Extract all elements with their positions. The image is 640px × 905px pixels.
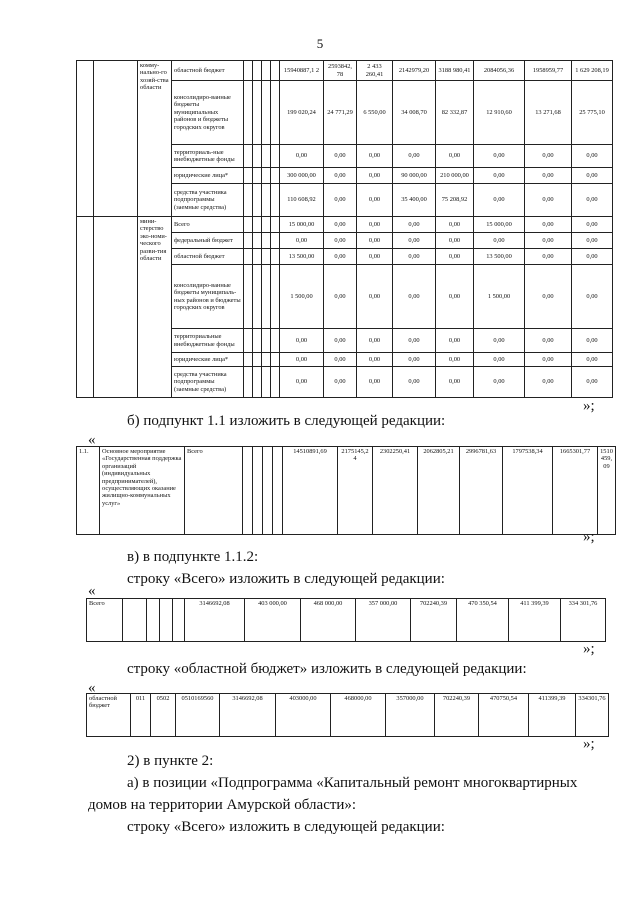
value-cell: 210 000,00 — [436, 168, 474, 184]
value-cell: 0,00 — [474, 367, 525, 398]
value-cell: 0,00 — [324, 184, 357, 217]
funding-source-label: консолидиро-ванные бюджеты муниципаль-ных районов и бюджеты городских округов — [172, 265, 244, 329]
value-cell: 24 771,29 — [324, 81, 357, 145]
value-cell: 0,00 — [572, 249, 613, 265]
value-cell: 3146692,08 — [185, 599, 245, 642]
value-cell: 0,00 — [357, 168, 393, 184]
value-cell: 0,00 — [572, 265, 613, 329]
budget-table-continuation — [76, 60, 613, 398]
value-cell: 0,00 — [280, 233, 324, 249]
paragraph-b: б) подпункт 1.1 изложить в следующей редакции: — [127, 413, 446, 429]
value-cell: 14510891,69 — [283, 447, 338, 535]
value-cell: 0,00 — [324, 367, 357, 398]
paragraph-v2: строку «Всего» изложить в следующей редакции: — [127, 571, 445, 587]
value-cell: 6 550,00 — [357, 81, 393, 145]
value-cell: 0,00 — [572, 367, 613, 398]
value-cell: 0,00 — [525, 168, 572, 184]
value-cell: 0,00 — [525, 265, 572, 329]
value-cell: 0,00 — [572, 168, 613, 184]
value-cell: 2996781,63 — [460, 447, 503, 535]
value-cell: 0,00 — [436, 329, 474, 353]
executor-name: мини-стерство эко-номи-ческого разви-тия области — [138, 217, 172, 398]
value-cell: 0,00 — [474, 233, 525, 249]
value-cell: 0,00 — [393, 233, 436, 249]
row-regional-budget-table — [86, 693, 609, 737]
value-cell: 0,00 — [436, 217, 474, 233]
opening-quote-3: « — [88, 583, 96, 599]
value-cell: 468 000,00 — [301, 599, 356, 642]
value-cell: 1 500,00 — [474, 265, 525, 329]
value-cell: 0,00 — [436, 145, 474, 168]
value-cell: 0,00 — [525, 217, 572, 233]
value-cell: 35 400,00 — [393, 184, 436, 217]
value-cell: 15 000,00 — [280, 217, 324, 233]
value-cell: 0,00 — [572, 184, 613, 217]
row-label: Всего — [185, 447, 243, 535]
funding-source-label: консолидиро-ванные бюджеты муниципальных районов и бюджеты городских округов — [172, 81, 244, 145]
value-cell: 0,00 — [357, 184, 393, 217]
value-cell: 0,00 — [572, 217, 613, 233]
value-cell: 0,00 — [525, 184, 572, 217]
value-cell: 0,00 — [324, 233, 357, 249]
measure-name: Основное мероприятие «Государственная поддержка организаций (индивидуальных предпринимателей), осуществляющих оказание жилищно-коммунальных услуг» — [100, 447, 185, 535]
value-cell: 0,00 — [324, 249, 357, 265]
value-cell: 0,00 — [525, 249, 572, 265]
value-cell: 0,00 — [436, 367, 474, 398]
funding-source-label: юридические лица* — [172, 168, 244, 184]
value-cell: 357000,00 — [386, 694, 435, 737]
value-cell: 2142979,20 — [393, 61, 436, 81]
value-cell: 0,00 — [324, 265, 357, 329]
paragraph-v: в) в подпункте 1.1.2: — [127, 549, 259, 565]
funding-source-label: федеральный бюджет — [172, 233, 244, 249]
value-cell: 12 910,60 — [474, 81, 525, 145]
value-cell: 1 629 208,19 — [572, 61, 613, 81]
value-cell: 0,00 — [324, 145, 357, 168]
paragraph-2a: а) в позиции «Подпрограмма «Капитальный ремонт многоквартирных — [127, 775, 578, 791]
value-cell: 470 350,54 — [457, 599, 509, 642]
funding-source-label: средства участника подпрограммы (заемные средства) — [172, 184, 244, 217]
value-cell: 2175145,24 — [338, 447, 373, 535]
value-cell: 0,00 — [393, 145, 436, 168]
value-cell: 0,00 — [280, 353, 324, 367]
value-cell: 0,00 — [474, 168, 525, 184]
value-cell: 1665301,77 — [553, 447, 598, 535]
funding-source-label: территориальные внебюджетные фонды — [172, 329, 244, 353]
funding-source-label: Всего — [172, 217, 244, 233]
value-cell: 0,00 — [280, 367, 324, 398]
closing-quote-1: »; — [583, 398, 595, 414]
value-cell: 334301,76 — [576, 694, 609, 737]
value-cell: 0,00 — [572, 353, 613, 367]
value-cell: 1797538,34 — [503, 447, 553, 535]
value-cell: 2302250,41 — [373, 447, 418, 535]
value-cell: 403000,00 — [276, 694, 331, 737]
value-cell: 0,00 — [324, 168, 357, 184]
row-total-table — [86, 598, 606, 642]
code-cell: 0502 — [151, 694, 176, 737]
value-cell: 2062805,21 — [418, 447, 460, 535]
subitem-1-1-table — [76, 446, 616, 535]
value-cell: 15940887,1 2 — [280, 61, 324, 81]
value-cell: 0,00 — [357, 217, 393, 233]
value-cell: 0,00 — [324, 217, 357, 233]
value-cell: 2 433 260,41 — [357, 61, 393, 81]
value-cell: 0,00 — [357, 249, 393, 265]
value-cell: 0,00 — [474, 353, 525, 367]
value-cell: 0,00 — [525, 353, 572, 367]
value-cell: 334 301,76 — [561, 599, 606, 642]
item-number: 1.1. — [77, 447, 100, 535]
closing-quote-2: »; — [583, 529, 595, 545]
page-number: 5 — [316, 36, 324, 51]
funding-source-label: территориаль-ные внебюджетные фонды — [172, 145, 244, 168]
value-cell: 357 000,00 — [356, 599, 411, 642]
value-cell: 0,00 — [393, 353, 436, 367]
value-cell: 0,00 — [393, 329, 436, 353]
value-cell: 411 399,39 — [509, 599, 561, 642]
value-cell: 0,00 — [436, 265, 474, 329]
value-cell: 0,00 — [525, 367, 572, 398]
executor-name: комму-нально-го хозяй-ства области — [138, 61, 172, 217]
paragraph-v3: строку «областной бюджет» изложить в следующей редакции: — [127, 661, 527, 677]
value-cell: 1958959,77 — [525, 61, 572, 81]
value-cell: 0,00 — [324, 329, 357, 353]
value-cell: 0,00 — [357, 367, 393, 398]
value-cell: 0,00 — [393, 249, 436, 265]
value-cell: 0,00 — [572, 145, 613, 168]
value-cell: 0,00 — [474, 145, 525, 168]
value-cell: 199 020,24 — [280, 81, 324, 145]
value-cell: 0,00 — [474, 329, 525, 353]
row-label: Всего — [87, 599, 123, 642]
value-cell: 82 332,87 — [436, 81, 474, 145]
value-cell: 3146692,08 — [220, 694, 276, 737]
value-cell: 2084056,36 — [474, 61, 525, 81]
value-cell: 13 500,00 — [280, 249, 324, 265]
value-cell: 0,00 — [474, 184, 525, 217]
value-cell: 403 000,00 — [245, 599, 301, 642]
value-cell: 0,00 — [393, 217, 436, 233]
value-cell: 90 000,00 — [393, 168, 436, 184]
value-cell: 0,00 — [436, 233, 474, 249]
value-cell: 15 000,00 — [474, 217, 525, 233]
value-cell: 2593842, 78 — [324, 61, 357, 81]
code-cell: 0510169560 — [176, 694, 220, 737]
value-cell: 0,00 — [357, 233, 393, 249]
value-cell: 13 500,00 — [474, 249, 525, 265]
value-cell: 0,00 — [357, 265, 393, 329]
value-cell: 470750,54 — [479, 694, 529, 737]
value-cell: 0,00 — [393, 367, 436, 398]
opening-quote-4: « — [88, 680, 96, 696]
opening-quote-2: « — [88, 432, 96, 448]
value-cell: 0,00 — [280, 145, 324, 168]
value-cell: 702240,39 — [435, 694, 479, 737]
value-cell: 0,00 — [393, 265, 436, 329]
value-cell: 3188 980,41 — [436, 61, 474, 81]
value-cell: 0,00 — [357, 329, 393, 353]
value-cell: 411399,39 — [529, 694, 576, 737]
value-cell: 468000,00 — [331, 694, 386, 737]
funding-source-label: областной бюджет — [172, 249, 244, 265]
code-cell: 011 — [131, 694, 151, 737]
row-label: областной бюджет — [87, 694, 131, 737]
funding-source-label: средства участника подпрограммы (заемные средства) — [172, 367, 244, 398]
value-cell: 0,00 — [324, 353, 357, 367]
funding-source-label: юридические лица* — [172, 353, 244, 367]
funding-source-label: областной бюджет — [172, 61, 244, 81]
value-cell: 0,00 — [572, 233, 613, 249]
closing-quote-3: »; — [583, 641, 595, 657]
value-cell: 0,00 — [357, 145, 393, 168]
closing-quote-4: »; — [583, 736, 595, 752]
value-cell: 300 000,00 — [280, 168, 324, 184]
value-cell: 0,00 — [357, 353, 393, 367]
value-cell: 702240,39 — [411, 599, 457, 642]
value-cell: 34 008,70 — [393, 81, 436, 145]
value-cell: 13 271,68 — [525, 81, 572, 145]
value-cell: 1510459,09 — [598, 447, 616, 535]
value-cell: 0,00 — [436, 353, 474, 367]
value-cell: 0,00 — [572, 329, 613, 353]
paragraph-2b: строку «Всего» изложить в следующей редакции: — [127, 819, 445, 835]
paragraph-2a-cont: домов на территории Амурской области»: — [88, 797, 357, 813]
value-cell: 0,00 — [525, 145, 572, 168]
paragraph-2: 2) в пункте 2: — [127, 753, 214, 769]
value-cell: 110 608,92 — [280, 184, 324, 217]
value-cell: 0,00 — [280, 329, 324, 353]
value-cell: 0,00 — [525, 329, 572, 353]
value-cell: 75 208,92 — [436, 184, 474, 217]
value-cell: 1 500,00 — [280, 265, 324, 329]
value-cell: 0,00 — [436, 249, 474, 265]
value-cell: 0,00 — [525, 233, 572, 249]
value-cell: 25 775,10 — [572, 81, 613, 145]
